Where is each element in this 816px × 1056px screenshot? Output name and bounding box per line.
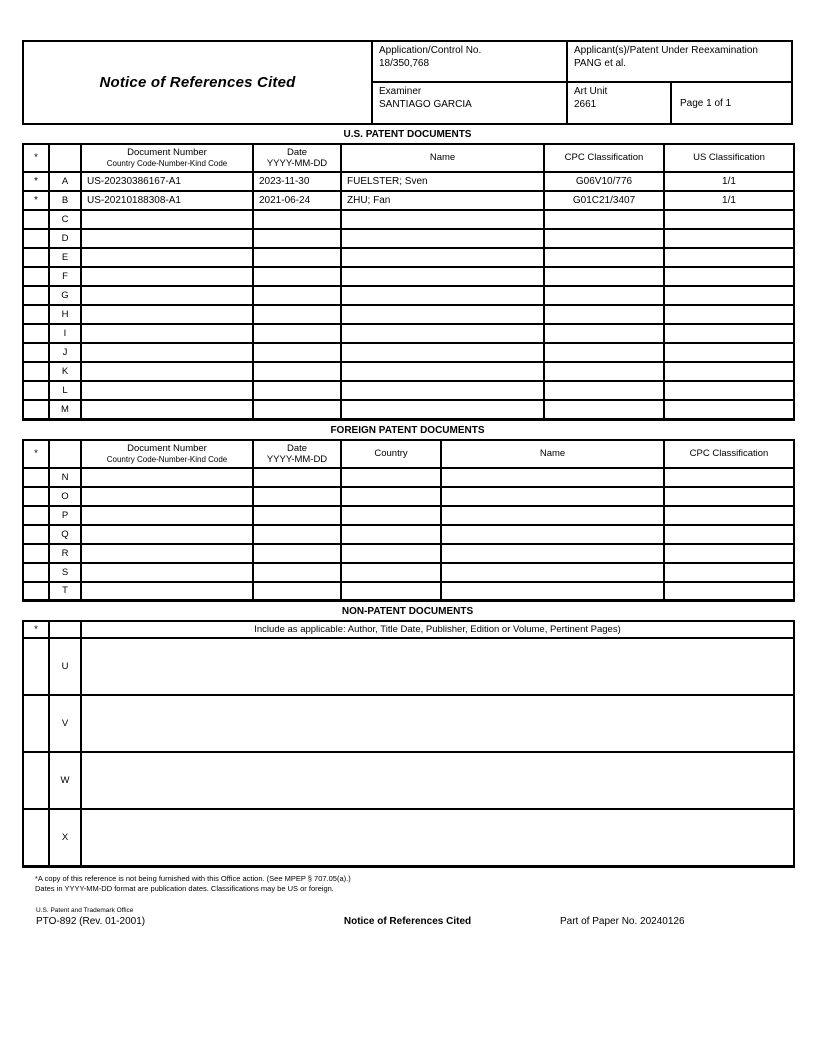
col-header-document-number-sub: Country Code-Number-Kind Code (106, 159, 228, 168)
col-header-name: Name (341, 144, 544, 172)
name-cell (341, 286, 544, 305)
non-patent-reference-cell (81, 695, 794, 752)
footer-form-title: Notice of References Cited (343, 915, 472, 927)
date-cell (253, 544, 341, 563)
col-header-star: * (23, 621, 49, 638)
date-cell (253, 582, 341, 601)
cited-flag-cell (23, 468, 49, 487)
form-footer (22, 906, 793, 929)
name-cell (341, 362, 544, 381)
non-patent-reference-cell (81, 638, 794, 695)
cpc-classification-cell (544, 305, 664, 324)
row-letter-cell: B (49, 191, 81, 210)
cited-flag-cell (23, 638, 49, 695)
us-classification-cell (664, 267, 794, 286)
row-letter-cell: S (49, 563, 81, 582)
col-header-document-number: Document Number Country Code-Number-Kind Code (81, 144, 253, 172)
cited-flag-cell (23, 809, 49, 866)
cpc-classification-cell (544, 210, 664, 229)
cited-flag-cell (23, 286, 49, 305)
table-row (23, 343, 794, 362)
form-header-right (373, 42, 791, 123)
footnotes (22, 874, 793, 895)
row-letter-cell: E (49, 248, 81, 267)
name-cell (441, 487, 664, 506)
cited-flag-cell (23, 305, 49, 324)
name-cell (341, 343, 544, 362)
foreign-patent-table (22, 439, 795, 603)
name-cell: FUELSTER; Sven (341, 172, 544, 191)
table-row (23, 468, 794, 487)
date-cell (253, 381, 341, 400)
row-letter-cell: G (49, 286, 81, 305)
col-header-us-class: US Classification (664, 144, 794, 172)
col-header-letter (49, 621, 81, 638)
cpc-classification-cell (544, 362, 664, 381)
row-letter-cell: T (49, 582, 81, 601)
examiner-label: Examiner (379, 86, 422, 97)
us-classification-cell: 1/1 (664, 191, 794, 210)
date-cell (253, 487, 341, 506)
country-cell (341, 563, 441, 582)
country-cell (341, 506, 441, 525)
cited-flag-cell (23, 267, 49, 286)
name-cell (341, 305, 544, 324)
us-classification-cell (664, 210, 794, 229)
cited-flag-cell (23, 343, 49, 362)
col-header-date: Date YYYY-MM-DD (253, 440, 341, 468)
applicant-value: PANG et al. (574, 58, 627, 69)
date-cell (253, 525, 341, 544)
cpc-classification-cell: G06V10/776 (544, 172, 664, 191)
name-cell (441, 468, 664, 487)
table-row (23, 305, 794, 324)
cited-flag-cell: * (23, 191, 49, 210)
col-header-cpc: CPC Classification (664, 440, 794, 468)
cpc-classification-cell (544, 343, 664, 362)
date-cell (253, 563, 341, 582)
footnote-line1: *A copy of this reference is not being furnished with this Office action. (See MPEP § 707.05(a).) (35, 873, 351, 883)
col-header-name: Name (441, 440, 664, 468)
row-letter-cell: F (49, 267, 81, 286)
cpc-classification-cell (544, 400, 664, 419)
document-number-cell (81, 582, 253, 601)
row-letter-cell: N (49, 468, 81, 487)
footer-paper-number: Part of Paper No. 20240126 (560, 915, 685, 927)
foreign-patent-table-header (23, 440, 794, 468)
us-classification-cell (664, 381, 794, 400)
table-row (23, 229, 794, 248)
country-cell (341, 487, 441, 506)
cited-flag-cell (23, 752, 49, 809)
table-row (23, 638, 794, 695)
document-number-cell (81, 544, 253, 563)
examiner-cell (373, 83, 568, 123)
non-patent-reference-cell (81, 809, 794, 866)
footer-form-number: PTO-892 (Rev. 01-2001) (36, 915, 146, 927)
document-number-cell (81, 248, 253, 267)
date-cell (253, 324, 341, 343)
cited-flag-cell (23, 487, 49, 506)
col-header-star: * (23, 440, 49, 468)
col-header-date-sub: YYYY-MM-DD (266, 453, 328, 465)
country-cell (341, 525, 441, 544)
applicant-label: Applicant(s)/Patent Under Reexamination (574, 45, 758, 56)
row-letter-cell: L (49, 381, 81, 400)
table-row (23, 362, 794, 381)
page-number-cell (672, 83, 791, 123)
document-number-cell: US-20210188308-A1 (81, 191, 253, 210)
document-number-cell (81, 324, 253, 343)
table-row (23, 563, 794, 582)
cpc-classification-cell (664, 525, 794, 544)
table-row (23, 324, 794, 343)
col-header-date-sub: YYYY-MM-DD (266, 158, 328, 169)
us-patent-table-header (23, 144, 794, 172)
cited-flag-cell (23, 563, 49, 582)
row-letter-cell: W (49, 752, 81, 809)
table-row (23, 381, 794, 400)
cpc-classification-cell (664, 468, 794, 487)
cpc-classification-cell (664, 506, 794, 525)
date-cell (253, 468, 341, 487)
applicant-cell (568, 42, 791, 81)
col-header-cpc: CPC Classification (544, 144, 664, 172)
name-cell: ZHU; Fan (341, 191, 544, 210)
cpc-classification-cell: G01C21/3407 (544, 191, 664, 210)
application-control-cell (373, 42, 568, 81)
table-row (23, 400, 794, 419)
date-cell (253, 210, 341, 229)
us-classification-cell (664, 362, 794, 381)
row-letter-cell: X (49, 809, 81, 866)
art-unit-cell (568, 83, 672, 123)
document-number-cell (81, 267, 253, 286)
cpc-classification-cell (544, 324, 664, 343)
cited-flag-cell (23, 324, 49, 343)
row-letter-cell: H (49, 305, 81, 324)
cited-flag-cell (23, 695, 49, 752)
us-patent-section-title: U.S. PATENT DOCUMENTS (343, 129, 472, 140)
document-number-cell (81, 229, 253, 248)
document-number-cell (81, 210, 253, 229)
art-unit-label: Art Unit (574, 86, 608, 97)
name-cell (441, 582, 664, 601)
cpc-classification-cell (544, 286, 664, 305)
document-number-cell: US-20230386167-A1 (81, 172, 253, 191)
cpc-classification-cell (544, 381, 664, 400)
row-letter-cell: P (49, 506, 81, 525)
table-row (23, 809, 794, 866)
row-letter-cell: I (49, 324, 81, 343)
non-patent-section-title: NON-PATENT DOCUMENTS (341, 606, 474, 617)
document-number-cell (81, 487, 253, 506)
name-cell (441, 506, 664, 525)
document-number-cell (81, 400, 253, 419)
row-letter-cell: V (49, 695, 81, 752)
table-row (23, 695, 794, 752)
name-cell (441, 544, 664, 563)
date-cell (253, 267, 341, 286)
cited-flag-cell: * (23, 172, 49, 191)
cpc-classification-cell (544, 248, 664, 267)
cpc-classification-cell (664, 544, 794, 563)
cpc-classification-cell (544, 229, 664, 248)
row-letter-cell: K (49, 362, 81, 381)
row-letter-cell: U (49, 638, 81, 695)
country-cell (341, 582, 441, 601)
cited-flag-cell (23, 229, 49, 248)
us-patent-table (22, 143, 795, 421)
us-classification-cell (664, 324, 794, 343)
form-title-cell (24, 42, 373, 123)
date-cell (253, 362, 341, 381)
col-header-date: Date YYYY-MM-DD (253, 144, 341, 172)
document-number-cell (81, 286, 253, 305)
row-letter-cell: D (49, 229, 81, 248)
document-number-cell (81, 343, 253, 362)
row-letter-cell: C (49, 210, 81, 229)
col-header-star: * (23, 144, 49, 172)
document-number-cell (81, 525, 253, 544)
document-number-cell (81, 468, 253, 487)
name-cell (341, 400, 544, 419)
us-classification-cell (664, 248, 794, 267)
name-cell (341, 248, 544, 267)
footer-office: U.S. Patent and Trademark Office (36, 906, 134, 914)
document-number-cell (81, 563, 253, 582)
country-cell (341, 468, 441, 487)
date-cell: 2023-11-30 (253, 172, 341, 191)
document-number-cell (81, 381, 253, 400)
date-cell (253, 248, 341, 267)
page-number: Page 1 of 1 (680, 97, 732, 109)
table-row (23, 582, 794, 601)
name-cell (341, 210, 544, 229)
table-row (23, 172, 794, 191)
date-cell (253, 229, 341, 248)
cited-flag-cell (23, 400, 49, 419)
examiner-value: SANTIAGO GARCIA (379, 99, 472, 110)
name-cell (341, 267, 544, 286)
table-row (23, 210, 794, 229)
foreign-patent-section-title: FOREIGN PATENT DOCUMENTS (330, 424, 485, 436)
col-header-document-number: Document Number Country Code-Number-Kind Code (81, 440, 253, 468)
row-letter-cell: A (49, 172, 81, 191)
table-row (23, 267, 794, 286)
table-row (23, 506, 794, 525)
col-header-country: Country (341, 440, 441, 468)
application-control-label: Application/Control No. (379, 45, 482, 56)
document-number-cell (81, 362, 253, 381)
cpc-classification-cell (664, 487, 794, 506)
cited-flag-cell (23, 544, 49, 563)
table-row (23, 752, 794, 809)
cited-flag-cell (23, 248, 49, 267)
table-row (23, 544, 794, 563)
non-patent-table (22, 620, 795, 868)
table-row (23, 487, 794, 506)
cpc-classification-cell (544, 267, 664, 286)
name-cell (341, 324, 544, 343)
cpc-classification-cell (664, 563, 794, 582)
date-cell: 2021-06-24 (253, 191, 341, 210)
us-classification-cell (664, 229, 794, 248)
date-cell (253, 506, 341, 525)
table-row (23, 248, 794, 267)
col-header-document-number-sub: Country Code-Number-Kind Code (106, 454, 228, 464)
name-cell (341, 381, 544, 400)
table-row (23, 191, 794, 210)
footnote-line2: Dates in YYYY-MM-DD format are publication dates. Classifications may be US or foreign. (35, 884, 334, 893)
row-letter-cell: Q (49, 525, 81, 544)
date-cell (253, 305, 341, 324)
table-row (23, 286, 794, 305)
cited-flag-cell (23, 210, 49, 229)
art-unit-value: 2661 (574, 99, 597, 110)
us-classification-cell (664, 343, 794, 362)
application-control-value: 18/350,768 (379, 58, 430, 69)
cited-flag-cell (23, 582, 49, 601)
non-patent-table-header (23, 621, 794, 638)
table-row (23, 525, 794, 544)
us-classification-cell (664, 305, 794, 324)
row-letter-cell: O (49, 487, 81, 506)
document-number-cell (81, 305, 253, 324)
cited-flag-cell (23, 525, 49, 544)
row-letter-cell: M (49, 400, 81, 419)
name-cell (341, 229, 544, 248)
form-title: Notice of References Cited (99, 74, 296, 91)
us-classification-cell (664, 400, 794, 419)
date-cell (253, 286, 341, 305)
name-cell (441, 563, 664, 582)
cited-flag-cell (23, 506, 49, 525)
country-cell (341, 544, 441, 563)
cited-flag-cell (23, 362, 49, 381)
date-cell (253, 400, 341, 419)
row-letter-cell: R (49, 544, 81, 563)
cpc-classification-cell (664, 582, 794, 601)
us-classification-cell (664, 286, 794, 305)
col-header-letter (49, 440, 81, 468)
non-patent-reference-cell (81, 752, 794, 809)
date-cell (253, 343, 341, 362)
cited-flag-cell (23, 381, 49, 400)
name-cell (441, 525, 664, 544)
document-number-cell (81, 506, 253, 525)
form-header-box (22, 40, 793, 125)
col-header-include: Include as applicable: Author, Title Date, Publisher, Edition or Volume, Pertinent Pages) (81, 621, 794, 638)
row-letter-cell: J (49, 343, 81, 362)
us-classification-cell: 1/1 (664, 172, 794, 191)
col-header-letter (49, 144, 81, 172)
